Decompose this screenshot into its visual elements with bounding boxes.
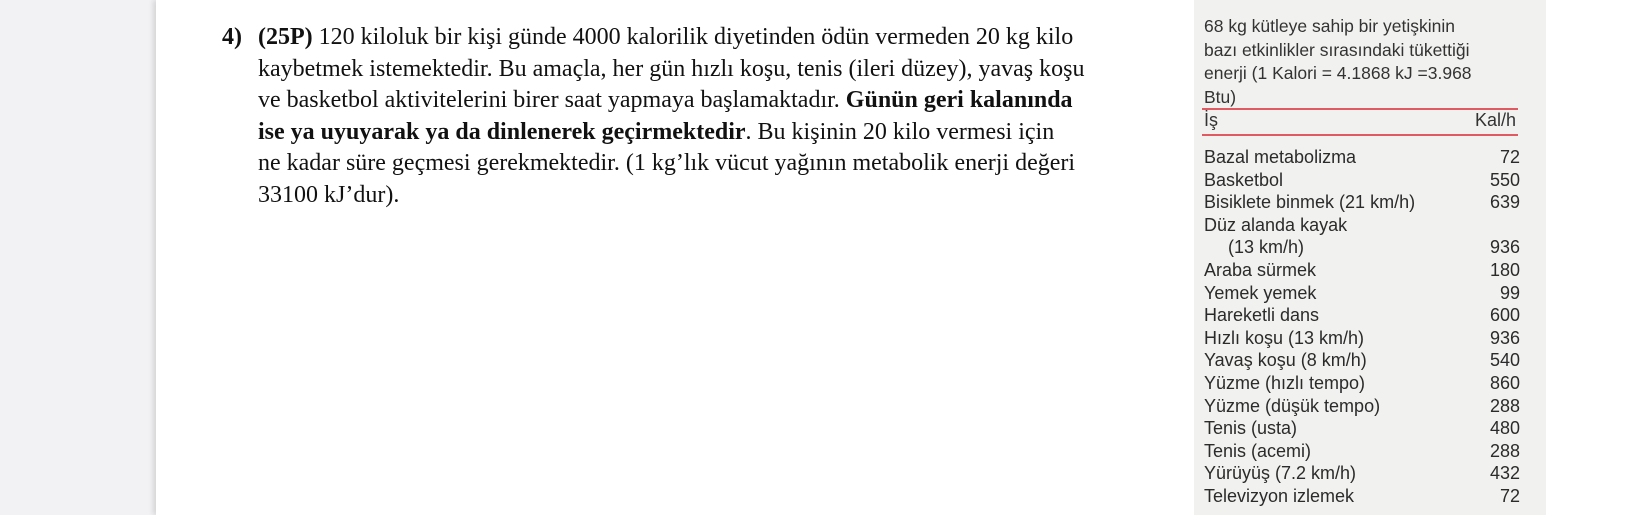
question-line [222, 180, 1177, 212]
activity-name: Bazal metabolizma [1204, 147, 1357, 167]
activity-value: 860 [1489, 372, 1520, 393]
energy-table [1194, 0, 1546, 515]
caption-line: 68 kg kütleye sahip bir yetişkinin [1204, 16, 1455, 36]
activity-value: 540 [1489, 350, 1520, 371]
table-top-rule [1202, 108, 1518, 110]
activity-value: 288 [1489, 395, 1520, 416]
question-text: ne kadar süre geçmesi gerekmektedir. (1 kg’lık vücut yağının metabolik enerji değeri [258, 150, 1076, 176]
activity-value: 936 [1489, 237, 1520, 258]
question-line [222, 117, 1177, 149]
activity-value: 639 [1489, 192, 1520, 213]
activity-name: Hızlı koşu (13 km/h) [1204, 327, 1365, 348]
question-line [222, 148, 1177, 180]
table-row [1204, 440, 1520, 463]
activity-name: Basketbol [1204, 169, 1284, 190]
table-row [1204, 214, 1520, 237]
header-activity: İş [1204, 110, 1219, 130]
table-header-rule [1202, 134, 1518, 136]
table-row [1204, 485, 1520, 508]
table-row [1204, 395, 1520, 418]
header-unit: Kal/h [1474, 110, 1516, 130]
question-line [222, 22, 1177, 54]
activity-name: Yürüyüş (7.2 km/h) [1204, 463, 1357, 484]
activity-name: Araba sürmek [1204, 259, 1317, 280]
activity-value: 550 [1489, 169, 1520, 190]
activity-name: Tenis (usta) [1204, 418, 1298, 439]
activity-name: Yüzme (düşük tempo) [1204, 395, 1381, 416]
table-row [1204, 236, 1520, 259]
activity-value: 72 [1499, 485, 1520, 506]
question-line [222, 54, 1177, 86]
question-4 [222, 22, 1177, 211]
activity-value: 288 [1489, 440, 1520, 461]
caption-line: enerji (1 Kalori = 4.1868 kJ =3.968 [1204, 63, 1472, 83]
caption-line: Btu) [1204, 86, 1237, 107]
activity-name: Düz alanda kayak [1204, 214, 1348, 235]
question-line [222, 85, 1177, 117]
question-text: kaybetmek istemektedir. Bu amaçla, her gün hızlı koşu, tenis (ileri düzey), yavaş koşu [258, 55, 1085, 82]
activity-name: Yemek yemek [1204, 282, 1317, 303]
activity-value: 600 [1489, 305, 1520, 326]
activity-name: Tenis (acemi) [1204, 440, 1312, 461]
table-row [1204, 191, 1520, 214]
question-text: 120 kiloluk bir kişi günde 4000 kalorilik diyetinden ödün vermeden 20 kg kilo [312, 24, 1074, 50]
table-row [1204, 417, 1520, 440]
activity-value: 480 [1489, 418, 1520, 439]
table-row [1204, 259, 1520, 282]
question-bold-text: Günün geri kalanında [845, 87, 1073, 113]
activity-value: 180 [1489, 259, 1520, 280]
table-row [1204, 372, 1520, 395]
activity-name: (13 km/h) [1228, 237, 1305, 258]
question-text: ve basketbol aktivitelerini birer saat yapmaya başlamaktadır. [258, 87, 846, 113]
table-row [1204, 462, 1520, 485]
activity-name: Yavaş koşu (8 km/h) [1204, 350, 1367, 371]
question-text: . Bu kişinin 20 kilo vermesi için [745, 118, 1055, 145]
activity-name: Yüzme (hızlı tempo) [1204, 372, 1366, 393]
table-row [1204, 146, 1520, 169]
activity-value: 432 [1489, 463, 1520, 484]
table-row [1204, 304, 1520, 327]
table-row [1204, 349, 1520, 372]
activity-name: Televizyon izlemek [1204, 485, 1355, 506]
table-row [1204, 169, 1520, 192]
question-number: 4) [222, 24, 242, 50]
activity-value: 72 [1499, 147, 1520, 167]
activity-value: 936 [1489, 327, 1520, 348]
question-text: 33100 kJ’dur). [258, 181, 400, 208]
question-points: (25P) [258, 24, 313, 50]
table-body [1204, 146, 1520, 508]
table-row [1204, 282, 1520, 305]
activity-name: Hareketli dans [1204, 305, 1320, 326]
question-bold-text: ise ya uyuyarak ya da dinlenerek geçirmektedir [258, 118, 746, 145]
table-row [1204, 327, 1520, 350]
activity-value: 99 [1499, 282, 1520, 303]
caption-line: bazı etkinlikler sırasındaki tükettiği [1204, 39, 1470, 60]
table-caption [1204, 15, 1544, 109]
activity-name: Bisiklete binmek (21 km/h) [1204, 192, 1416, 213]
